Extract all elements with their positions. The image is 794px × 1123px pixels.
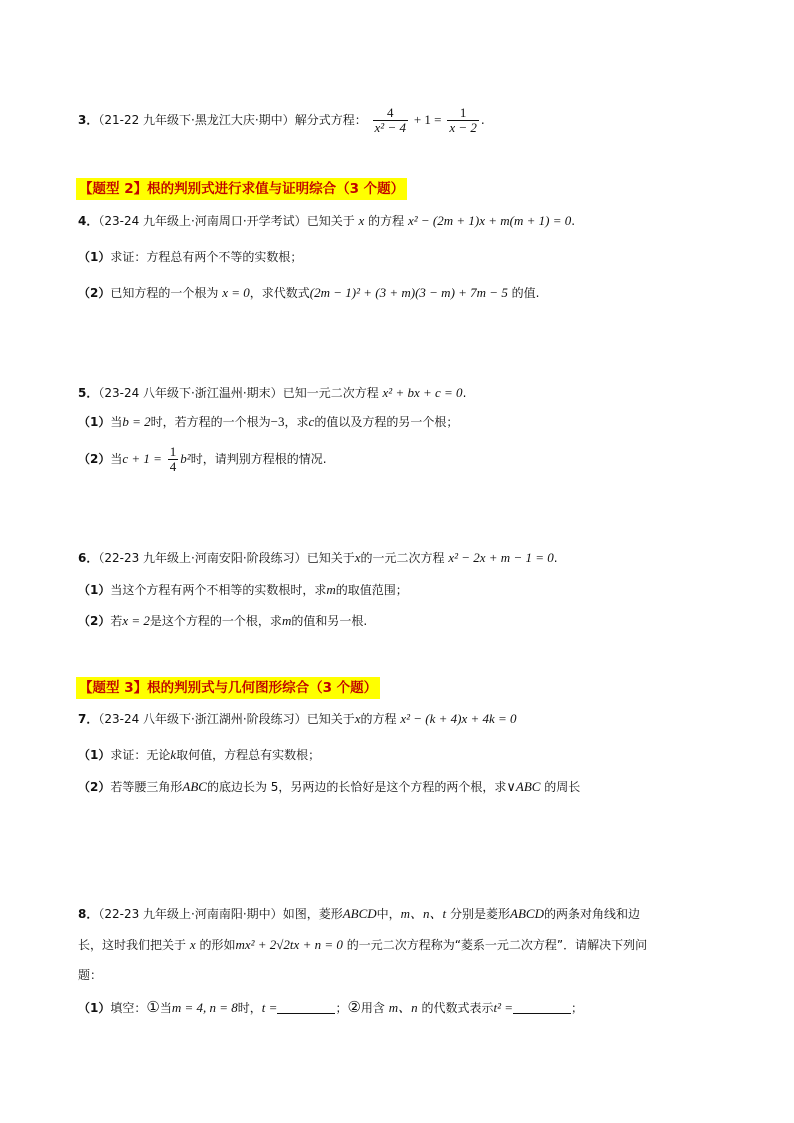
period: . (480, 113, 485, 127)
question-3 (78, 106, 485, 135)
part-text: 取何值，方程总有实数根； (176, 748, 321, 762)
fraction-2 (447, 106, 479, 135)
question-stem: 的一元二次方程称为“菱系一元二次方程”．请解决下列问 (346, 938, 648, 952)
question-7-part-1 (78, 746, 320, 764)
question-stem: 的方程 (360, 712, 397, 726)
part-text: 时，请判别方程根的情况. (190, 452, 327, 466)
question-stem: 如图，菱形 (282, 907, 343, 921)
part-text: 若等腰三角形 (110, 780, 183, 794)
part-text: 求证：方程总有两个不等的实数根； (110, 250, 303, 264)
question-8-line-2 (78, 936, 647, 954)
question-8-line-3 (78, 966, 102, 984)
math-equation: b = 2 (122, 414, 151, 429)
question-number: 6． (78, 551, 99, 565)
part-text: 填空： (110, 1001, 147, 1015)
question-number: 8． (78, 907, 99, 921)
part-text: 求证：无论 (110, 748, 171, 762)
question-source: （22-23 九年级上·河南南阳·期中） (98, 907, 283, 921)
part-label: （1） (78, 748, 111, 762)
math-expression: t = (261, 1000, 278, 1015)
fraction-denominator: x² − 4 (374, 120, 406, 135)
math-variable: x (189, 937, 196, 952)
question-stem: 题： (78, 968, 103, 982)
fraction-quarter (168, 445, 179, 474)
fraction-numerator: 4 (373, 106, 408, 121)
question-stem: 的方程 (368, 214, 405, 228)
question-7 (78, 710, 517, 728)
question-7-part-2 (78, 778, 580, 796)
question-5-part-1 (78, 413, 458, 431)
question-number: 5． (78, 386, 99, 400)
period: . (553, 551, 558, 565)
math-equation: mx² + 2√2tx + n = 0 (235, 937, 343, 952)
math-variable: x (354, 550, 361, 565)
part-text: 用含 (360, 1001, 385, 1015)
question-4-part-1 (78, 248, 302, 266)
part-label: （1） (78, 250, 111, 264)
part-text: 的取值范围； (335, 583, 408, 597)
question-5-part-2 (78, 444, 327, 474)
question-6 (78, 549, 558, 567)
question-stem: 的一元二次方程 (360, 551, 445, 565)
fraction-denominator: 4 (169, 459, 177, 474)
math-expression: t² = (493, 1000, 514, 1015)
question-source: （22-23 九年级上·河南安阳·阶段练习） (98, 551, 307, 565)
math-variable: ∨ABC (506, 779, 541, 794)
part-text: 的底边长为 5，另两边的长恰好是这个方程的两个根，求 (206, 780, 507, 794)
question-stem: 已知关于 (306, 712, 355, 726)
part-text: 时， (237, 1001, 262, 1015)
part-text: 的代数式表示 (421, 1001, 494, 1015)
period: . (571, 214, 576, 228)
part-text: 当 (110, 415, 123, 429)
question-number: 7． (78, 712, 99, 726)
question-4-part-2 (78, 284, 539, 302)
question-source: （21-22 九年级下·黑龙江大庆·期中） (98, 113, 295, 127)
answer-blank[interactable] (277, 1001, 335, 1014)
part-text: 的值以及方程的另一个根； (314, 415, 459, 429)
question-8 (78, 905, 640, 923)
part-text: 的周长 (544, 780, 581, 794)
question-stem: 的两条对角线和边 (543, 907, 640, 921)
part-text: ，求 (284, 415, 309, 429)
math-variable: ABCD (342, 906, 377, 921)
question-stem: 分别是菱形 (450, 907, 511, 921)
math-equation: m = 4, n = 8 (171, 1000, 238, 1015)
part-label: （1） (78, 1001, 111, 1015)
question-source: （23-24 八年级下·浙江温州·期末） (98, 386, 283, 400)
math-value: −3 (270, 414, 285, 429)
part-text: 的值和另一根. (291, 614, 368, 628)
math-expression: b² (180, 451, 191, 466)
math-expression: c + 1 = (122, 451, 162, 466)
fraction-1 (373, 106, 408, 135)
math-expression: (2m − 1)² + (3 + m)(3 − m) + 7m − 5 (309, 285, 508, 300)
part-text: 已知方程的一个根为 (110, 286, 219, 300)
question-8-part-1 (78, 998, 583, 1017)
part-label: （2） (78, 614, 111, 628)
question-stem: 的形如 (199, 938, 236, 952)
part-text: 的值. (511, 286, 540, 300)
part-text: 是这个方程的一个根，求 (149, 614, 282, 628)
math-variable: m (326, 582, 336, 597)
fraction-denominator: x − 2 (449, 120, 477, 135)
math-variable: x (354, 711, 361, 726)
equation-part: + 1 = (413, 112, 442, 127)
period: . (462, 386, 467, 400)
question-stem: 长，这时我们把关于 (78, 938, 187, 952)
math-variable: x (358, 213, 365, 228)
math-variable: m、n、t (400, 906, 447, 921)
math-equation: x² − (k + 4)x + 4k = 0 (400, 711, 517, 726)
math-variable: ABCD (510, 906, 544, 921)
math-equation: x = 0 (222, 285, 250, 300)
part-text: ； (335, 1001, 348, 1015)
question-6-part-1 (78, 581, 408, 599)
question-stem: 中， (376, 907, 401, 921)
section-title-type-2: 【题型 2】根的判别式进行求值与证明综合（3 个题） (76, 178, 407, 200)
math-variable: m (281, 613, 292, 628)
circled-number: ② (347, 998, 361, 1016)
math-equation: x² + bx + c = 0 (382, 385, 463, 400)
question-prompt: 解分式方程： (294, 113, 367, 127)
question-number: 4． (78, 214, 99, 228)
answer-blank[interactable] (513, 1001, 571, 1014)
math-variable: m、n (388, 1000, 418, 1015)
math-equation: x² − (2m + 1)x + m(m + 1) = 0 (407, 213, 572, 228)
math-variable: k (170, 747, 177, 762)
part-label: （1） (78, 583, 111, 597)
question-5 (78, 384, 466, 402)
question-stem: 已知一元二次方程 (282, 386, 379, 400)
part-text: 若 (110, 614, 123, 628)
fraction-numerator: 1 (169, 444, 177, 459)
part-label: （2） (78, 780, 111, 794)
fraction-numerator: 1 (447, 106, 479, 121)
part-label: （1） (78, 415, 111, 429)
question-stem: 已知关于 (306, 551, 355, 565)
question-number: 3． (78, 113, 99, 127)
part-text: 当 (110, 452, 123, 466)
part-text: 时，若方程的一个根为 (150, 415, 271, 429)
part-label: （2） (78, 286, 111, 300)
question-source: （23-24 九年级上·河南周口·开学考试） (98, 214, 307, 228)
part-text: ； (571, 1001, 584, 1015)
math-equation: x = 2 (122, 613, 150, 628)
circled-number: ① (146, 998, 160, 1016)
part-label: （2） (78, 452, 111, 466)
question-6-part-2 (78, 612, 367, 630)
question-source: （23-24 八年级下·浙江湖州·阶段练习） (98, 712, 307, 726)
question-4 (78, 212, 575, 230)
part-text: 当 (159, 1001, 172, 1015)
section-title-type-3: 【题型 3】根的判别式与几何图形综合（3 个题） (76, 677, 380, 699)
math-variable: c (308, 414, 315, 429)
part-text: 当这个方程有两个不相等的实数根时，求 (110, 583, 327, 597)
math-equation: x² − 2x + m − 1 = 0 (448, 550, 554, 565)
question-stem: 已知关于 (306, 214, 355, 228)
math-variable: ABC (182, 779, 207, 794)
part-text: ，求代数式 (249, 286, 310, 300)
